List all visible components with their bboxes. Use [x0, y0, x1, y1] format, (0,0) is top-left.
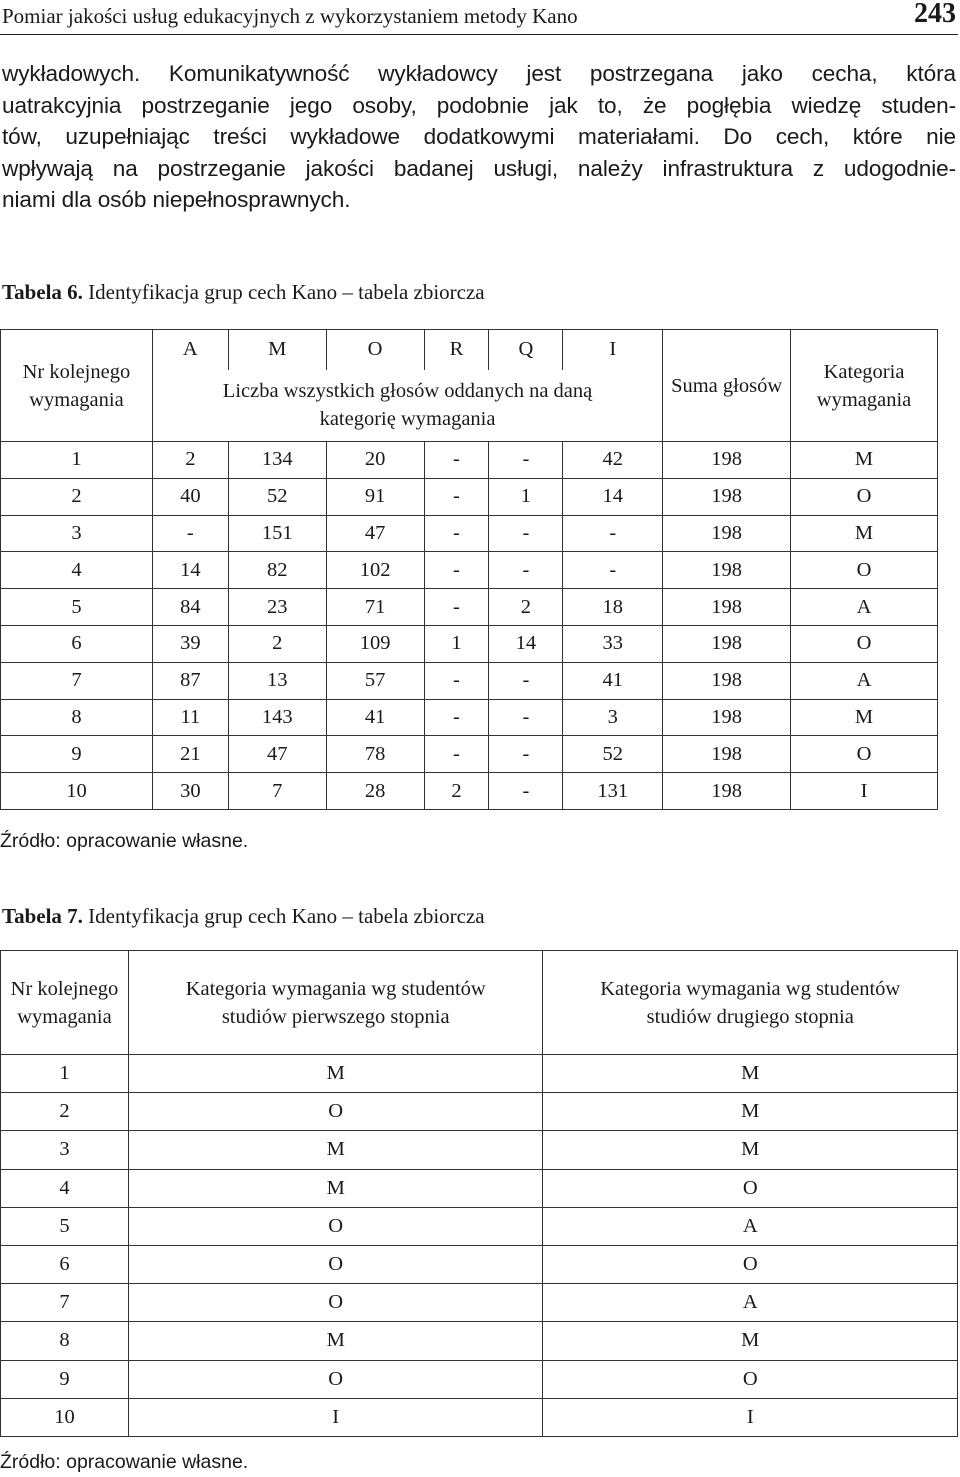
- table6-row: [1, 478, 938, 515]
- table7-row: [1, 1398, 958, 1436]
- table7-cell: I: [128, 1398, 543, 1436]
- table6-cell: -: [489, 736, 563, 773]
- table6-source: Źródło: opracowanie własne.: [0, 830, 249, 852]
- table6-cell: 11: [152, 699, 228, 736]
- table6-cell: 7: [1, 662, 153, 699]
- table7-cell: 5: [1, 1207, 129, 1245]
- table6-cell: 28: [326, 773, 424, 810]
- table6-cell: 18: [563, 589, 663, 626]
- table6-cell: 131: [563, 773, 663, 810]
- table6-cell: -: [424, 515, 489, 552]
- table6-cell: 78: [326, 736, 424, 773]
- table7-cell: M: [128, 1055, 543, 1093]
- table6-header-letter-i: I: [563, 330, 663, 370]
- table7-row: [1, 1055, 958, 1093]
- table7-cell: O: [128, 1284, 543, 1322]
- table6-cell: 1: [489, 478, 563, 515]
- table6-cell: -: [563, 552, 663, 589]
- table6-row: [1, 662, 938, 699]
- paragraph-line: tów, uzupełniając treści wykładowe dodatkowymi materiałami. Do cech, które nie: [2, 124, 956, 149]
- table6-cell: 102: [326, 552, 424, 589]
- table6-cell: 7: [228, 773, 326, 810]
- table6-cell: 84: [152, 589, 228, 626]
- table6-cell: -: [424, 662, 489, 699]
- table6-header-category: Kategoria wymagania: [791, 330, 938, 442]
- table6-cell: I: [791, 773, 938, 810]
- table6-cell: 8: [1, 699, 153, 736]
- table7-cell: M: [543, 1055, 958, 1093]
- table6-cell: 10: [1, 773, 153, 810]
- table7-cell: O: [128, 1207, 543, 1245]
- table7-cell: M: [128, 1322, 543, 1360]
- table6-cell: 143: [228, 699, 326, 736]
- table6-row: [1, 773, 938, 810]
- table7-source: Źródło: opracowanie własne.: [0, 1451, 249, 1473]
- table7-cell: M: [543, 1093, 958, 1131]
- table7-row: [1, 1284, 958, 1322]
- table6-cell: 1: [424, 625, 489, 662]
- table6-cell: 4: [1, 552, 153, 589]
- table6-cell: 87: [152, 662, 228, 699]
- body-paragraph: [2, 58, 956, 216]
- table6-cell: 91: [326, 478, 424, 515]
- table6-cell: A: [791, 662, 938, 699]
- table6-cell: 14: [152, 552, 228, 589]
- paragraph-line: uatrakcyjnia postrzeganie jego osoby, podobnie jak to, że pogłębia wiedzę studen-: [2, 92, 956, 118]
- table6-cell: 2: [152, 442, 228, 479]
- table7-caption: [2, 904, 485, 929]
- table6-cell: 39: [152, 625, 228, 662]
- table7-cell: O: [128, 1245, 543, 1283]
- table6-cell: -: [424, 699, 489, 736]
- table6-cell: 47: [326, 515, 424, 552]
- table6-row: [1, 589, 938, 626]
- table6-cell: 21: [152, 736, 228, 773]
- table6-cell: 2: [424, 773, 489, 810]
- table6-header-letter-r: R: [424, 330, 489, 370]
- table7-caption-text: Identyfikacja grup cech Kano – tabela zbiorcza: [88, 904, 485, 928]
- table6-cell: -: [489, 515, 563, 552]
- table7: [0, 950, 958, 1437]
- table6-cell: O: [791, 625, 938, 662]
- table7-cell: M: [543, 1131, 958, 1169]
- table6-cell: O: [791, 552, 938, 589]
- table6-header-nr: Nr kolejnego wymagania: [1, 330, 153, 442]
- table6-cell: 52: [563, 736, 663, 773]
- table6-row: [1, 552, 938, 589]
- table6-cell: 33: [563, 625, 663, 662]
- table6-cell: 42: [563, 442, 663, 479]
- table6-cell: -: [489, 442, 563, 479]
- paragraph-line: niami dla osób niepełnosprawnych.: [2, 187, 351, 212]
- table7-cell: 8: [1, 1322, 129, 1360]
- table7-cell: 9: [1, 1360, 129, 1398]
- table6-cell: 198: [663, 699, 791, 736]
- table6-cell: 198: [663, 515, 791, 552]
- table6-header-votes: Liczba wszystkich głosów oddanych na daną kategorię wymagania: [152, 370, 662, 442]
- table6-cell: 198: [663, 442, 791, 479]
- table6-cell: 198: [663, 589, 791, 626]
- table6-cell: 198: [663, 773, 791, 810]
- table7-row: [1, 1360, 958, 1398]
- table7-row: [1, 1169, 958, 1207]
- table6-caption-text: Identyfikacja grup cech Kano – tabela zbiorcza: [88, 280, 485, 304]
- table6-cell: 2: [1, 478, 153, 515]
- table7-header-second-degree: Kategoria wymagania wg studentów studiów drugiego stopnia: [543, 951, 958, 1055]
- table6-cell: 198: [663, 478, 791, 515]
- table6-cell: 134: [228, 442, 326, 479]
- table6-cell: -: [563, 515, 663, 552]
- table6-cell: -: [424, 552, 489, 589]
- table6-cell: 40: [152, 478, 228, 515]
- table6-cell: 13: [228, 662, 326, 699]
- table7-caption-label: Tabela 7.: [2, 904, 83, 928]
- table6: [0, 329, 938, 810]
- table6-cell: -: [489, 773, 563, 810]
- table7-cell: 3: [1, 1131, 129, 1169]
- table6-cell: 109: [326, 625, 424, 662]
- table7-cell: 6: [1, 1245, 129, 1283]
- table6-header-letter-m: M: [228, 330, 326, 370]
- table6-cell: M: [791, 442, 938, 479]
- table6-cell: 6: [1, 625, 153, 662]
- table6-header-letter-a: A: [152, 330, 228, 370]
- table6-cell: -: [489, 699, 563, 736]
- table6-cell: 20: [326, 442, 424, 479]
- table6-cell: 198: [663, 552, 791, 589]
- table7-row: [1, 1093, 958, 1131]
- page-number: 243: [914, 0, 956, 29]
- table6-cell: -: [424, 478, 489, 515]
- table7-cell: I: [543, 1398, 958, 1436]
- table6-cell: -: [489, 552, 563, 589]
- table6-cell: 2: [228, 625, 326, 662]
- table6-cell: A: [791, 589, 938, 626]
- table7-cell: O: [543, 1245, 958, 1283]
- table7-cell: M: [128, 1169, 543, 1207]
- table6-header-sum: Suma głosów: [663, 330, 791, 442]
- table7-cell: O: [128, 1360, 543, 1398]
- running-title: Pomiar jakości usług edukacyjnych z wykorzystaniem metody Kano: [2, 4, 578, 28]
- table6-cell: 82: [228, 552, 326, 589]
- table6-cell: 30: [152, 773, 228, 810]
- table7-cell: 2: [1, 1093, 129, 1131]
- table6-cell: 2: [489, 589, 563, 626]
- table7-row: [1, 1245, 958, 1283]
- table7-header-first-degree: Kategoria wymagania wg studentów studiów pierwszego stopnia: [128, 951, 543, 1055]
- table6-cell: 23: [228, 589, 326, 626]
- table7-cell: A: [543, 1207, 958, 1245]
- paragraph-line: wykładowych. Komunikatywność wykładowcy jest postrzegana jako cecha, która: [2, 61, 956, 86]
- table6-cell: 47: [228, 736, 326, 773]
- table6-cell: 3: [1, 515, 153, 552]
- table6-cell: -: [424, 442, 489, 479]
- table6-cell: -: [152, 515, 228, 552]
- table7-cell: M: [543, 1322, 958, 1360]
- table7-row: [1, 1131, 958, 1169]
- table6-cell: 71: [326, 589, 424, 626]
- table6-cell: 41: [326, 699, 424, 736]
- table6-cell: 198: [663, 625, 791, 662]
- table7-header-nr: Nr kolejnego wymagania: [1, 951, 129, 1055]
- table6-caption-label: Tabela 6.: [2, 280, 83, 304]
- table7-cell: 1: [1, 1055, 129, 1093]
- table6-cell: 57: [326, 662, 424, 699]
- table6-row: [1, 625, 938, 662]
- table7-row: [1, 1322, 958, 1360]
- table7-cell: O: [543, 1169, 958, 1207]
- table6-header-letter-o: O: [326, 330, 424, 370]
- table6-cell: 9: [1, 736, 153, 773]
- table6-cell: 3: [563, 699, 663, 736]
- table7-cell: 7: [1, 1284, 129, 1322]
- table6-body: [1, 442, 938, 810]
- table6-row: [1, 442, 938, 479]
- table6-cell: -: [489, 662, 563, 699]
- table7-cell: O: [543, 1360, 958, 1398]
- table6-cell: 14: [489, 625, 563, 662]
- table6-cell: O: [791, 736, 938, 773]
- table6-cell: 52: [228, 478, 326, 515]
- table6-cell: 5: [1, 589, 153, 626]
- table6-cell: 151: [228, 515, 326, 552]
- table6-cell: 198: [663, 662, 791, 699]
- table6-cell: 14: [563, 478, 663, 515]
- table6-cell: M: [791, 699, 938, 736]
- table7-cell: 10: [1, 1398, 129, 1436]
- table7-cell: A: [543, 1284, 958, 1322]
- table6-cell: -: [424, 589, 489, 626]
- table7-body: [1, 1055, 958, 1437]
- running-header: [0, 0, 958, 35]
- table6-cell: 41: [563, 662, 663, 699]
- table6-row: [1, 699, 938, 736]
- table7-cell: 4: [1, 1169, 129, 1207]
- table6-cell: -: [424, 736, 489, 773]
- paragraph-line: wpływają na postrzeganie jakości badanej usługi, należy infrastruktura z udogodnie-: [2, 155, 956, 181]
- table6-row: [1, 736, 938, 773]
- table7-cell: O: [128, 1093, 543, 1131]
- table6-cell: M: [791, 515, 938, 552]
- table6-header-letter-q: Q: [489, 330, 563, 370]
- table6-caption: [2, 280, 485, 305]
- table7-row: [1, 1207, 958, 1245]
- table6-row: [1, 515, 938, 552]
- table6-cell: 1: [1, 442, 153, 479]
- table6-cell: O: [791, 478, 938, 515]
- table6-cell: 198: [663, 736, 791, 773]
- table7-cell: M: [128, 1131, 543, 1169]
